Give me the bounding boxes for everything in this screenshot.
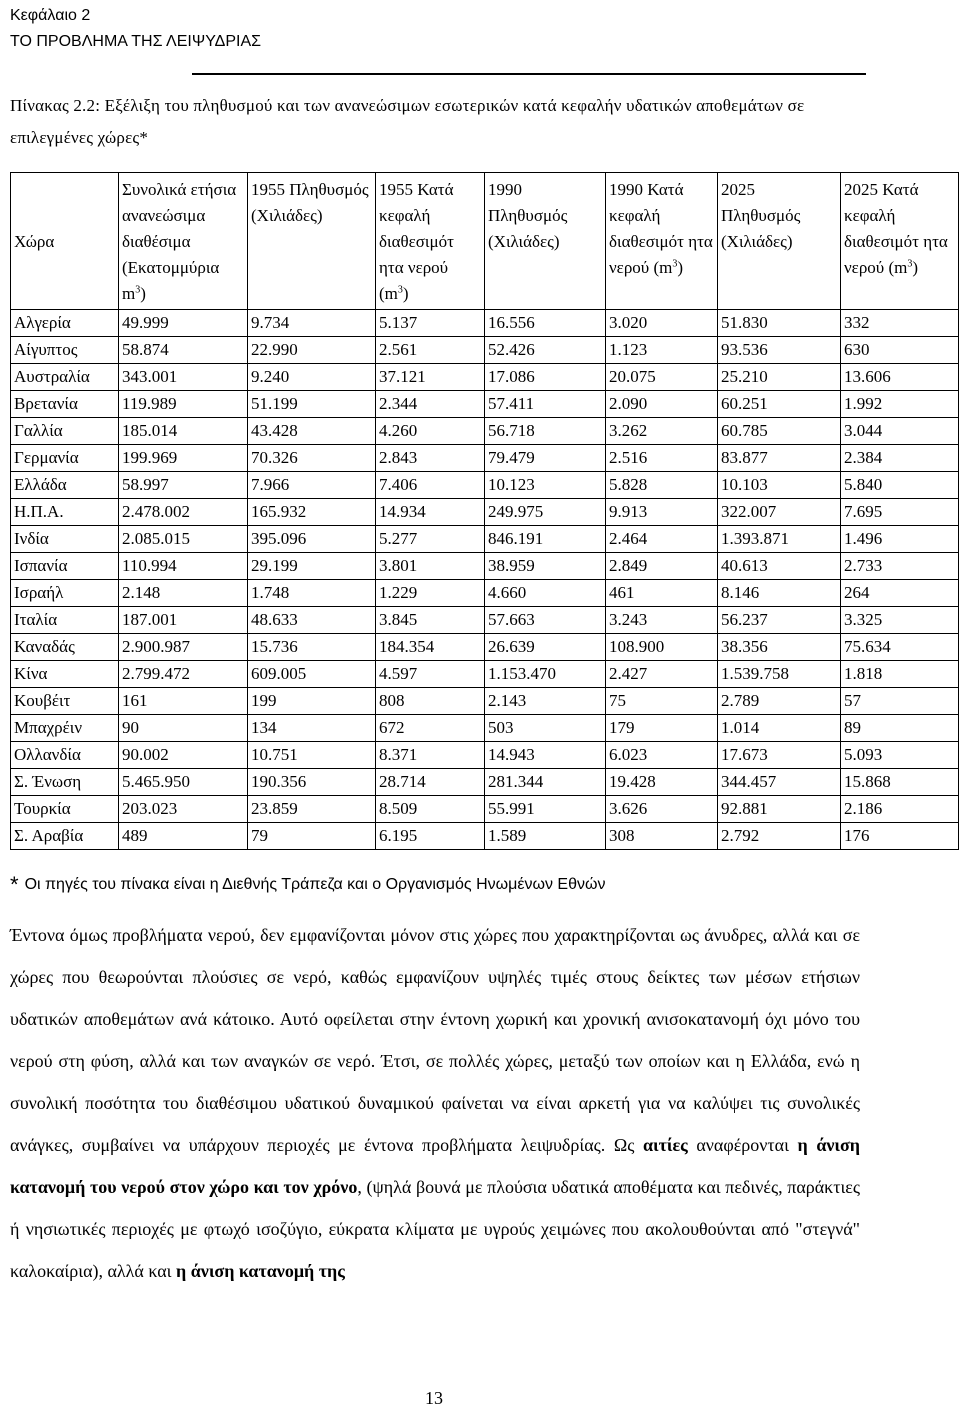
- cell-country: Ισραήλ: [11, 580, 119, 607]
- cell-pop1955: 51.199: [248, 391, 376, 418]
- cell-pc2025: 3.325: [841, 607, 959, 634]
- cell-pc1955: 1.229: [376, 580, 485, 607]
- cell-pop1955: 23.859: [248, 796, 376, 823]
- cell-total: 161: [119, 688, 248, 715]
- table-row: [11, 337, 959, 364]
- cell-pop1990: 17.086: [485, 364, 606, 391]
- table-row: [11, 688, 959, 715]
- cell-pc1990: 19.428: [606, 769, 718, 796]
- cell-pop2025: 17.673: [718, 742, 841, 769]
- cell-pop2025: 93.536: [718, 337, 841, 364]
- cell-pc1955: 37.121: [376, 364, 485, 391]
- table-row: [11, 661, 959, 688]
- table-row: [11, 310, 959, 337]
- cell-pc1955: 7.406: [376, 472, 485, 499]
- cell-pop1990: 503: [485, 715, 606, 742]
- cell-pop1955: 7.966: [248, 472, 376, 499]
- cell-pc1955: 2.561: [376, 337, 485, 364]
- table-footnote: [10, 872, 605, 898]
- cell-pop2025: 60.785: [718, 418, 841, 445]
- cell-pc1955: 2.843: [376, 445, 485, 472]
- cell-pop2025: 1.393.871: [718, 526, 841, 553]
- table-row: [11, 526, 959, 553]
- cell-pop1955: 1.748: [248, 580, 376, 607]
- water-resources-table: [10, 172, 959, 850]
- chapter-label: Κεφάλαιο 2: [10, 7, 91, 24]
- cell-pc2025: 264: [841, 580, 959, 607]
- cell-total: 489: [119, 823, 248, 850]
- cell-pop1990: 249.975: [485, 499, 606, 526]
- cell-country: Σ. Ένωση: [11, 769, 119, 796]
- cell-pc2025: 13.606: [841, 364, 959, 391]
- cell-pop1990: 10.123: [485, 472, 606, 499]
- table-row: [11, 391, 959, 418]
- cell-pop2025: 51.830: [718, 310, 841, 337]
- header-total-sup: 3: [135, 284, 141, 296]
- cell-country: Αυστραλία: [11, 364, 119, 391]
- body-text-part3: , (ψηλά βουνά με πλούσια υδατικά αποθέματα και πεδινές, παράκτιες ή νησιωτικές περιοχές με φτωχό ισοζύγιο, εύκρατα κλίματα με υγρούς χειμώνες που ακολουθούνται από "στεγνά" καλοκαίρια), αλλά και: [10, 1177, 860, 1281]
- cell-pc1990: 3.626: [606, 796, 718, 823]
- cell-pc1990: 20.075: [606, 364, 718, 391]
- cell-total: 2.085.015: [119, 526, 248, 553]
- cell-country: Ιταλία: [11, 607, 119, 634]
- header-total-renewable: [119, 173, 248, 310]
- cell-pop1955: 134: [248, 715, 376, 742]
- cell-pc1955: 28.714: [376, 769, 485, 796]
- cell-pop1955: 15.736: [248, 634, 376, 661]
- header-rule: [192, 73, 866, 75]
- cell-pc1955: 14.934: [376, 499, 485, 526]
- header-percap-1990-text: 1990 Κατά κεφαλή διαθεσιμότ ητα νερού (m: [609, 180, 713, 277]
- cell-pc2025: 2.186: [841, 796, 959, 823]
- cell-pc2025: 5.093: [841, 742, 959, 769]
- cell-country: Ισπανία: [11, 553, 119, 580]
- body-paragraph: [10, 914, 860, 1292]
- cell-pc2025: 630: [841, 337, 959, 364]
- cell-pop1990: 56.718: [485, 418, 606, 445]
- table-row: [11, 418, 959, 445]
- cell-pc1955: 6.195: [376, 823, 485, 850]
- cell-pc1955: 8.371: [376, 742, 485, 769]
- table-row: [11, 607, 959, 634]
- cell-pop1990: 281.344: [485, 769, 606, 796]
- table-row: [11, 580, 959, 607]
- cell-pop1990: 2.143: [485, 688, 606, 715]
- cell-pc2025: 7.695: [841, 499, 959, 526]
- cell-country: Βρετανία: [11, 391, 119, 418]
- cell-pop1990: 38.959: [485, 553, 606, 580]
- cell-pop1955: 609.005: [248, 661, 376, 688]
- cell-total: 90.002: [119, 742, 248, 769]
- cell-country: Τουρκία: [11, 796, 119, 823]
- chapter-title: ΤΟ ΠΡΟΒΛΗΜΑ ΤΗΣ ΛΕΙΨΥΔΡΙΑΣ: [10, 33, 262, 50]
- cell-total: 2.900.987: [119, 634, 248, 661]
- header-percap-1990-sup: 3: [672, 258, 678, 270]
- cell-pc1955: 3.845: [376, 607, 485, 634]
- table-caption: Πίνακας 2.2: Εξέλιξη του πληθυσμού και των ανανεώσιμων εσωτερικών κατά κεφαλήν υδατικών αποθεμάτων σε επιλεγμένες χώρες*: [10, 96, 805, 147]
- header-country: Χώρα: [11, 173, 119, 310]
- header-total-text: Συνολικά ετήσια ανανεώσιμα διαθέσιμα (Εκατομμύρια m: [122, 180, 237, 303]
- cell-total: 203.023: [119, 796, 248, 823]
- cell-pc2025: 2.384: [841, 445, 959, 472]
- cell-pop2025: 40.613: [718, 553, 841, 580]
- cell-pop1955: 199: [248, 688, 376, 715]
- cell-pc1955: 184.354: [376, 634, 485, 661]
- cell-pc2025: 57: [841, 688, 959, 715]
- table-row: [11, 364, 959, 391]
- table-row: [11, 445, 959, 472]
- cell-pc1990: 3.020: [606, 310, 718, 337]
- header-pop-1955: 1955 Πληθυσμός (Χιλιάδες): [248, 173, 376, 310]
- data-table-container: [10, 172, 958, 850]
- cell-pop1955: 29.199: [248, 553, 376, 580]
- cell-total: 58.874: [119, 337, 248, 364]
- cell-pop2025: 1.014: [718, 715, 841, 742]
- table-row: [11, 472, 959, 499]
- page-number: 13: [425, 1388, 443, 1408]
- cell-country: Γαλλία: [11, 418, 119, 445]
- cell-country: Κίνα: [11, 661, 119, 688]
- cell-pc1990: 6.023: [606, 742, 718, 769]
- cell-pc1955: 5.137: [376, 310, 485, 337]
- cell-pc1955: 4.597: [376, 661, 485, 688]
- footnote-asterisk: *: [10, 872, 19, 897]
- cell-pc1990: 75: [606, 688, 718, 715]
- cell-pop2025: 92.881: [718, 796, 841, 823]
- cell-country: Σ. Αραβία: [11, 823, 119, 850]
- cell-pop1990: 52.426: [485, 337, 606, 364]
- cell-pop1955: 10.751: [248, 742, 376, 769]
- cell-pop1990: 57.663: [485, 607, 606, 634]
- header-percap-1955-text: 1955 Κατά κεφαλή διαθεσιμότ ητα νερού (m: [379, 180, 454, 303]
- cell-pc1955: 3.801: [376, 553, 485, 580]
- cell-pop1955: 43.428: [248, 418, 376, 445]
- cell-pop1955: 165.932: [248, 499, 376, 526]
- cell-pc2025: 1.992: [841, 391, 959, 418]
- cell-total: 5.465.950: [119, 769, 248, 796]
- cell-pop1990: 1.589: [485, 823, 606, 850]
- cell-pc2025: 5.840: [841, 472, 959, 499]
- header-pop-2025: 2025 Πληθυσμός (Χιλιάδες): [718, 173, 841, 310]
- cell-pop1990: 26.639: [485, 634, 606, 661]
- cell-pop1955: 9.734: [248, 310, 376, 337]
- cell-pc1990: 5.828: [606, 472, 718, 499]
- cell-country: Αίγυπτος: [11, 337, 119, 364]
- cell-pc1990: 2.516: [606, 445, 718, 472]
- cell-pop1990: 57.411: [485, 391, 606, 418]
- cell-pop2025: 344.457: [718, 769, 841, 796]
- cell-pop1990: 4.660: [485, 580, 606, 607]
- footnote-text: Οι πηγές του πίνακα είναι η Διεθνής Τράπεζα και ο Οργανισμός Ηνωμένων Εθνών: [24, 876, 606, 893]
- cell-pc1990: 3.243: [606, 607, 718, 634]
- cell-pop2025: 8.146: [718, 580, 841, 607]
- table-row: [11, 742, 959, 769]
- header-percap-1990-close: ): [677, 258, 684, 277]
- cell-pc1990: 108.900: [606, 634, 718, 661]
- cell-pop2025: 25.210: [718, 364, 841, 391]
- cell-pc1990: 2.427: [606, 661, 718, 688]
- cell-pc2025: 3.044: [841, 418, 959, 445]
- table-row: [11, 634, 959, 661]
- cell-pop1990: 1.153.470: [485, 661, 606, 688]
- cell-pop2025: 56.237: [718, 607, 841, 634]
- body-bold-uneven-distribution: η άνιση κατανομή του νερού στον χώρο και τον χρόνο: [10, 1135, 861, 1197]
- table-row: [11, 553, 959, 580]
- header-percap-1990: [606, 173, 718, 310]
- cell-country: Ινδία: [11, 526, 119, 553]
- table-row: [11, 715, 959, 742]
- cell-country: Ολλανδία: [11, 742, 119, 769]
- cell-country: Κουβέιτ: [11, 688, 119, 715]
- cell-pop1990: 14.943: [485, 742, 606, 769]
- header-percap-2025-close: ): [912, 258, 919, 277]
- cell-pc1990: 3.262: [606, 418, 718, 445]
- table-body: [11, 310, 959, 850]
- cell-pop1990: 79.479: [485, 445, 606, 472]
- cell-pop1955: 79: [248, 823, 376, 850]
- cell-total: 343.001: [119, 364, 248, 391]
- cell-pc1990: 1.123: [606, 337, 718, 364]
- cell-pop1990: 16.556: [485, 310, 606, 337]
- cell-pc2025: 332: [841, 310, 959, 337]
- header-percap-2025-sup: 3: [907, 258, 913, 270]
- cell-total: 187.001: [119, 607, 248, 634]
- cell-pc1990: 179: [606, 715, 718, 742]
- cell-pc1990: 308: [606, 823, 718, 850]
- cell-total: 2.799.472: [119, 661, 248, 688]
- cell-pc1955: 5.277: [376, 526, 485, 553]
- cell-pop2025: 322.007: [718, 499, 841, 526]
- body-text-part2: αναφέρονται: [687, 1135, 798, 1155]
- table-header-row: [11, 173, 959, 310]
- cell-pop2025: 60.251: [718, 391, 841, 418]
- cell-pop1955: 190.356: [248, 769, 376, 796]
- cell-total: 90: [119, 715, 248, 742]
- header-percap-1955: [376, 173, 485, 310]
- cell-pc1955: 2.344: [376, 391, 485, 418]
- cell-country: Αλγερία: [11, 310, 119, 337]
- cell-total: 2.148: [119, 580, 248, 607]
- cell-pc2025: 1.496: [841, 526, 959, 553]
- cell-country: Ελλάδα: [11, 472, 119, 499]
- body-text-part1: Έντονα όμως προβλήματα νερού, δεν εμφανίζονται μόνον στις χώρες που χαρακτηρίζονται ως άνυδρες, αλλά και σε χώρες που θεωρούνται πλούσιες σε νερό, καθώς εμφανίζουν υψηλές τιμές στους δείκτες των μέσων ετήσιων υδατικών αποθεμάτων ανά κάτοικο. Αυτό οφείλεται στην έντονη χωρική και χρονική ανισοκατανομή όχι μόνο του νερού στη φύση, αλλά και των αναγκών σε νερό. Έτσι, σε πολλές χώρες, μεταξύ των οποίων και η Ελλάδα, ενώ η συνολική ποσότητα του διαθέσιμου υδατικού δυναμικού φαίνεται να είναι αρκετή για να καλύψει τις συνολικές ανάγκες, συμβαίνει να υπάρχουν περιοχές με έντονα προβλήματα λειψυδρίας. Ως: [10, 925, 860, 1155]
- cell-total: 199.969: [119, 445, 248, 472]
- cell-pc1955: 8.509: [376, 796, 485, 823]
- cell-pc1990: 2.090: [606, 391, 718, 418]
- cell-country: Μπαχρέιν: [11, 715, 119, 742]
- cell-pop2025: 10.103: [718, 472, 841, 499]
- table-row: [11, 823, 959, 850]
- cell-pc1990: 2.464: [606, 526, 718, 553]
- cell-total: 49.999: [119, 310, 248, 337]
- cell-total: 110.994: [119, 553, 248, 580]
- header-percap-2025-text: 2025 Κατά κεφαλή διαθεσιμότ ητα νερού (m: [844, 180, 948, 277]
- cell-pop1955: 395.096: [248, 526, 376, 553]
- cell-pc1990: 2.849: [606, 553, 718, 580]
- cell-pc2025: 2.733: [841, 553, 959, 580]
- cell-pc1990: 461: [606, 580, 718, 607]
- cell-pop2025: 1.539.758: [718, 661, 841, 688]
- header-total-close: ): [140, 284, 146, 303]
- cell-total: 185.014: [119, 418, 248, 445]
- body-bold-causes: αιτίες: [642, 1135, 688, 1155]
- cell-pc1990: 9.913: [606, 499, 718, 526]
- cell-pop2025: 2.792: [718, 823, 841, 850]
- cell-total: 119.989: [119, 391, 248, 418]
- cell-pop1955: 48.633: [248, 607, 376, 634]
- header-pop-1990: 1990 Πληθυσμός (Χιλιάδες): [485, 173, 606, 310]
- cell-pc2025: 1.818: [841, 661, 959, 688]
- body-bold-uneven-distribution-2: η άνιση κατανομή της: [176, 1261, 345, 1281]
- cell-total: 2.478.002: [119, 499, 248, 526]
- cell-total: 58.997: [119, 472, 248, 499]
- cell-pop1955: 70.326: [248, 445, 376, 472]
- header-percap-2025: [841, 173, 959, 310]
- cell-pc2025: 75.634: [841, 634, 959, 661]
- cell-pc2025: 176: [841, 823, 959, 850]
- cell-pc1955: 672: [376, 715, 485, 742]
- cell-country: Γερμανία: [11, 445, 119, 472]
- cell-pop1955: 22.990: [248, 337, 376, 364]
- cell-pc2025: 15.868: [841, 769, 959, 796]
- header-percap-1955-close: ): [402, 284, 409, 303]
- cell-pop1990: 846.191: [485, 526, 606, 553]
- cell-pc2025: 89: [841, 715, 959, 742]
- cell-pop2025: 38.356: [718, 634, 841, 661]
- cell-pop1990: 55.991: [485, 796, 606, 823]
- cell-pc1955: 4.260: [376, 418, 485, 445]
- table-row: [11, 499, 959, 526]
- cell-pop1955: 9.240: [248, 364, 376, 391]
- table-row: [11, 769, 959, 796]
- cell-country: Η.Π.Α.: [11, 499, 119, 526]
- cell-pop2025: 83.877: [718, 445, 841, 472]
- cell-country: Καναδάς: [11, 634, 119, 661]
- cell-pop2025: 2.789: [718, 688, 841, 715]
- header-percap-1955-sup: 3: [397, 284, 403, 296]
- table-row: [11, 796, 959, 823]
- cell-pc1955: 808: [376, 688, 485, 715]
